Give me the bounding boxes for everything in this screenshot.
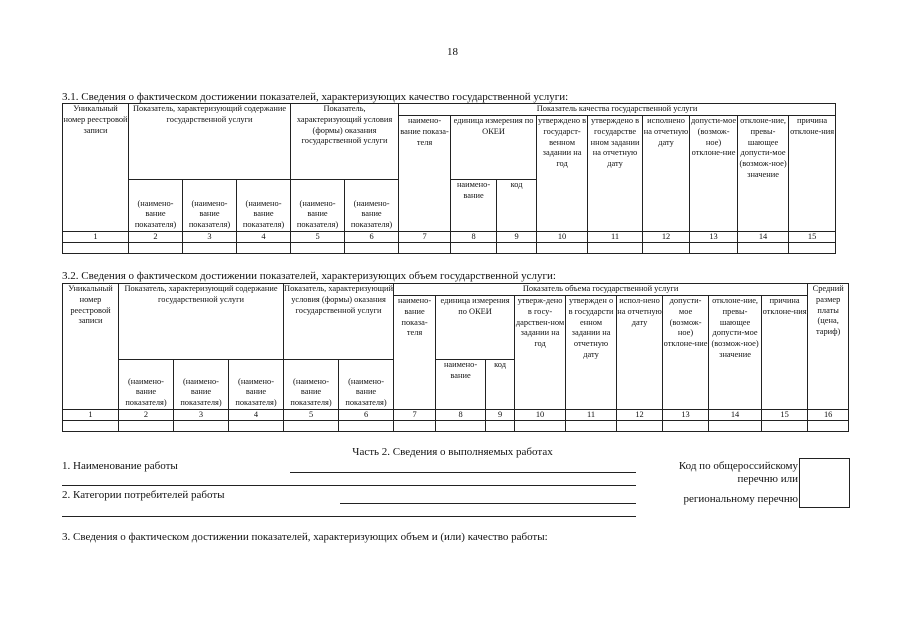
subheader-indicator-name: (наимено-вание показателя) — [174, 360, 229, 410]
subheader-indicator-name: (наимено-вание показателя) — [237, 180, 291, 232]
subheader-indicator-name: (наимено-вание показателя) — [339, 360, 394, 410]
header-actual: исполнено на отчетную дату — [643, 116, 690, 232]
column-number: 4 — [237, 232, 291, 243]
column-number: 15 — [789, 232, 836, 243]
subheader-indicator-name: (наимено-вание показателя) — [119, 360, 174, 410]
header-indicator-name: наимено-вание показа-теля — [394, 296, 436, 410]
subheader-indicator-name: (наимено-вание показателя) — [291, 180, 345, 232]
header-allowed-deviation: допусти-мое (возмож-ное) отклоне-ние — [690, 116, 738, 232]
part-2-title: Часть 2. Сведения о выполняемых работах — [352, 446, 553, 458]
column-number: 13 — [690, 232, 738, 243]
column-number: 2 — [129, 232, 183, 243]
column-number: 11 — [588, 232, 643, 243]
header-quality-indicator: Показатель качества государственной услуги — [399, 104, 836, 116]
column-number: 8 — [451, 232, 497, 243]
column-number: 1 — [63, 410, 119, 421]
subheader-indicator-name: (наимено-вание показателя) — [129, 180, 183, 232]
header-volume-indicator: Показатель объема государственной услуги — [394, 284, 808, 296]
table-row — [63, 421, 849, 432]
header-approved-date: утвержден о в государсти енном задании на отчетную дату — [566, 296, 617, 410]
quality-table — [62, 103, 836, 254]
section-3-work-caption: 3. Сведения о фактическом достижении показателей, характеризующих объем и (или) качество работы: — [62, 531, 548, 543]
subheader-indicator-name: (наимено-вание показателя) — [183, 180, 237, 232]
column-number: 15 — [762, 410, 808, 421]
header-allowed-deviation: допусти-мое (возмож-ное) отклоне-ние — [663, 296, 709, 410]
column-number: 9 — [486, 410, 515, 421]
subheader-indicator-name: (наимено-вание показателя) — [229, 360, 284, 410]
column-number: 4 — [229, 410, 284, 421]
header-unit: единица измерения по ОКЕИ — [436, 296, 515, 360]
column-number: 9 — [497, 232, 537, 243]
regional-registry-label: региональному перечню — [683, 493, 798, 505]
header-conditions-indicator: Показатель, характеризующий условия (формы) оказания государственной услуги — [284, 284, 394, 360]
column-number: 11 — [566, 410, 617, 421]
consumers-field-line-2[interactable] — [62, 516, 636, 517]
subheader-unit-code: код — [497, 180, 537, 232]
header-unit: единица измерения по ОКЕИ — [451, 116, 537, 180]
column-number: 13 — [663, 410, 709, 421]
column-number: 5 — [284, 410, 339, 421]
column-number: 12 — [643, 232, 690, 243]
consumers-field[interactable] — [340, 503, 636, 504]
header-unique-number: Уникальный номер реестровой записи — [63, 104, 129, 232]
header-approved-year: утверждено в государст-венном задании на год — [537, 116, 588, 232]
section-3-2-caption: 3.2. Сведения о фактическом достижении показателей, характеризующих объем государственной услуги: — [62, 270, 556, 282]
work-name-label: 1. Наименование работы — [62, 460, 178, 472]
column-number: 5 — [291, 232, 345, 243]
column-number: 6 — [345, 232, 399, 243]
header-exceeding-deviation: отклоне-ние, превы-шающее допусти-мое (возмож-ное) значение — [709, 296, 762, 410]
header-conditions-indicator: Показатель, характеризующий условия (формы) оказания государственной услуги — [291, 104, 399, 180]
header-approved-date: утверждено в государстве нном задании на отчетную дату — [588, 116, 643, 232]
volume-table — [62, 283, 849, 432]
page-number: 18 — [447, 46, 458, 58]
column-number: 7 — [399, 232, 451, 243]
column-number: 3 — [174, 410, 229, 421]
work-name-field[interactable] — [290, 472, 636, 473]
header-content-indicator: Показатель, характеризующий содержание государственной услуги — [119, 284, 284, 360]
column-number: 10 — [537, 232, 588, 243]
column-number: 3 — [183, 232, 237, 243]
header-average-price: Средний размер платы (цена, тариф) — [808, 284, 849, 410]
column-number: 16 — [808, 410, 849, 421]
header-deviation-reason: причина отклоне-ния — [789, 116, 836, 232]
consumers-label: 2. Категории потребителей работы — [62, 489, 225, 501]
header-unique-number: Уникальный номер реестровой записи — [63, 284, 119, 410]
column-number: 14 — [709, 410, 762, 421]
registry-code-label: Код по общероссийскому перечню или — [678, 460, 798, 485]
column-number: 10 — [515, 410, 566, 421]
column-number: 6 — [339, 410, 394, 421]
header-content-indicator: Показатель, характеризующий содержание государственной услуги — [129, 104, 291, 180]
table-row — [63, 243, 836, 254]
header-approved-year: утверж-дено в госу-дарствен-ном задании на год — [515, 296, 566, 410]
header-exceeding-deviation: отклоне-ние, превы-шающее допусти-мое (возмож-ное) значение — [738, 116, 789, 232]
column-number: 14 — [738, 232, 789, 243]
column-number: 7 — [394, 410, 436, 421]
column-number: 1 — [63, 232, 129, 243]
subheader-unit-name: наимено-вание — [436, 360, 486, 410]
subheader-unit-name: наимено-вание — [451, 180, 497, 232]
header-indicator-name: наимено-вание показа-теля — [399, 116, 451, 232]
subheader-indicator-name: (наимено-вание показателя) — [345, 180, 399, 232]
header-actual: испол-нено на отчетную дату — [617, 296, 663, 410]
subheader-indicator-name: (наимено-вание показателя) — [284, 360, 339, 410]
section-3-1-caption: 3.1. Сведения о фактическом достижении показателей, характеризующих качество государственной услуги: — [62, 91, 569, 103]
work-name-field-line-2[interactable] — [62, 485, 636, 486]
subheader-unit-code: код — [486, 360, 515, 410]
header-deviation-reason: причина отклоне-ния — [762, 296, 808, 410]
registry-code-box[interactable] — [799, 458, 850, 508]
column-number: 2 — [119, 410, 174, 421]
column-number: 8 — [436, 410, 486, 421]
column-number: 12 — [617, 410, 663, 421]
